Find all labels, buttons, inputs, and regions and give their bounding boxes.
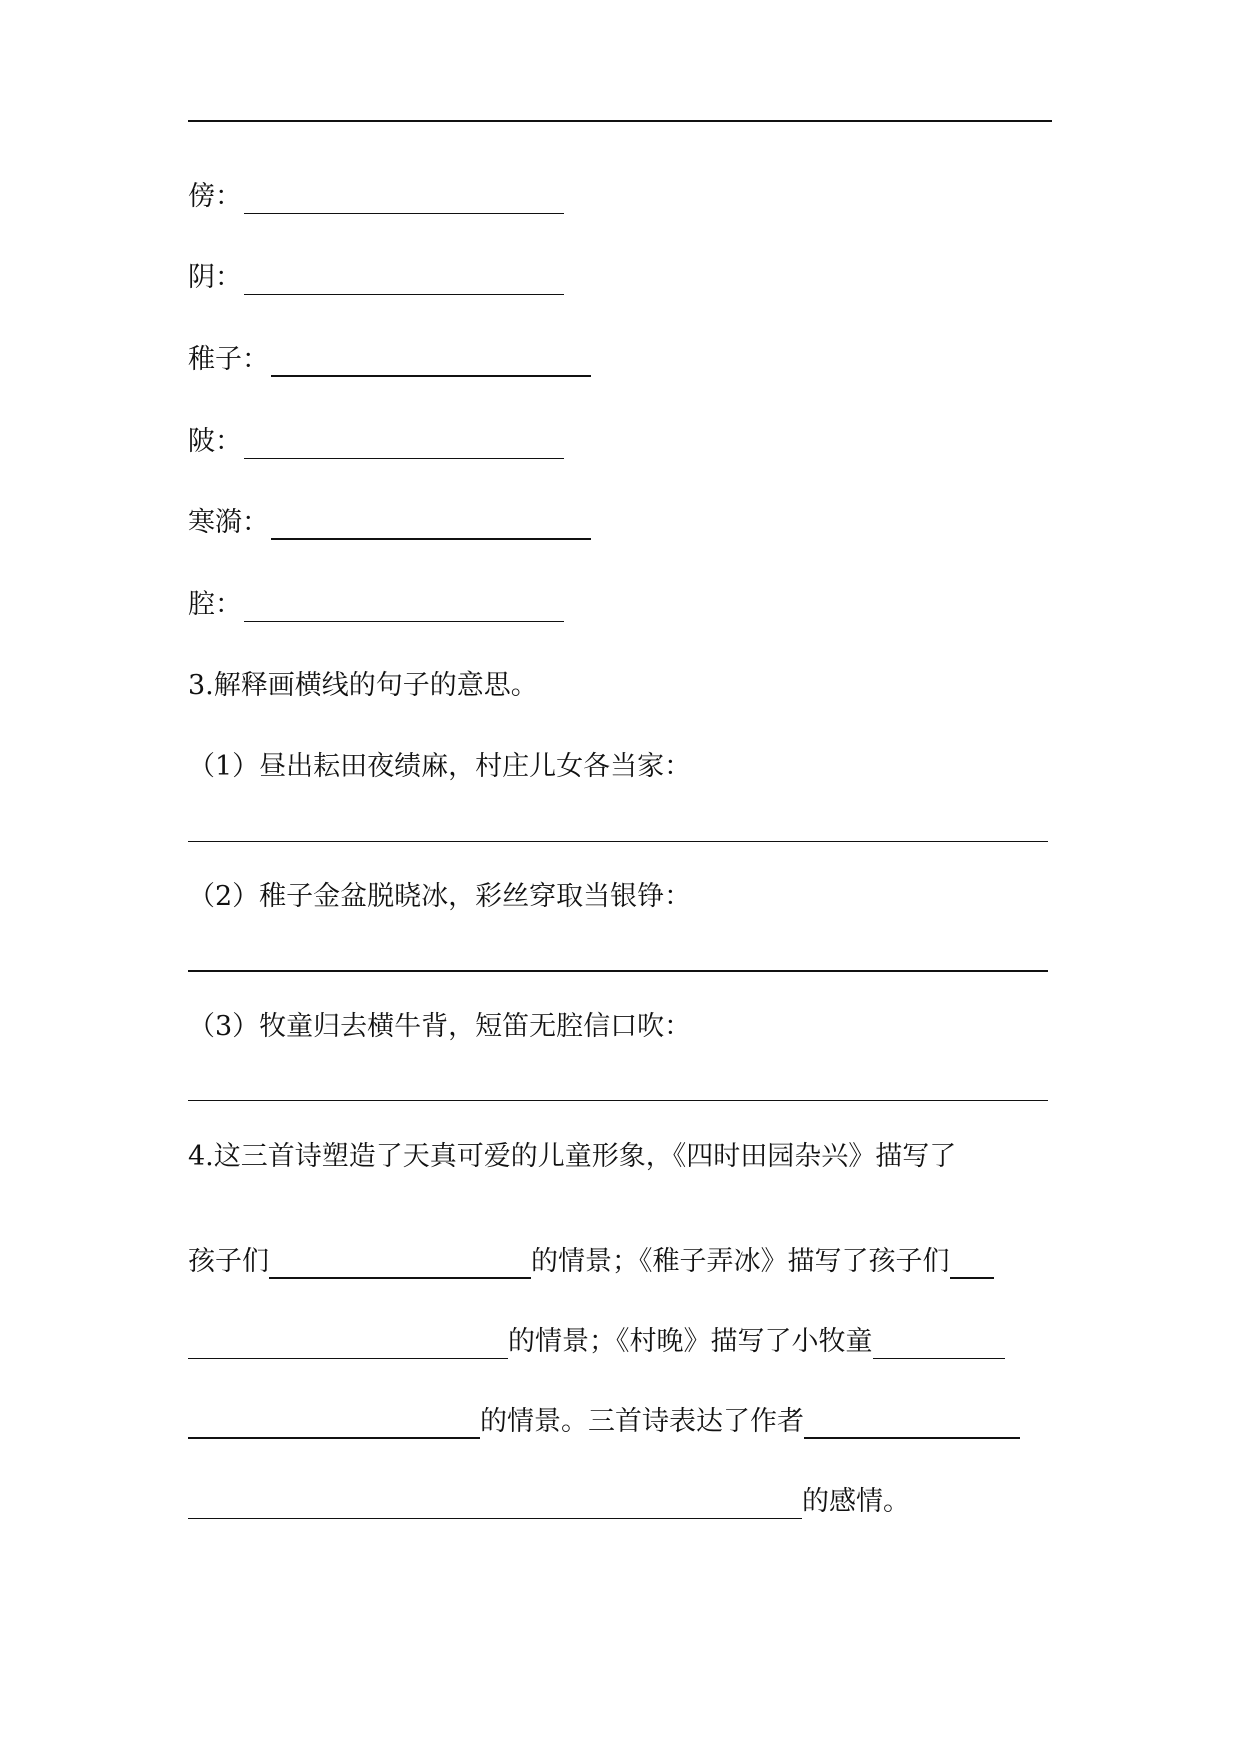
question-3-item-1: （1）昼出耘田夜绩麻，村庄儿女各当家： [188, 751, 692, 782]
vocab-row-qiang [188, 588, 564, 622]
vocab-answer-blank[interactable] [244, 595, 564, 622]
vocab-term: 稚子 [188, 344, 242, 375]
vocab-row-bang [188, 180, 564, 214]
question-3-title: 3.解释画横线的句子的意思。 [188, 670, 538, 701]
vocab-term: 寒漪 [188, 507, 242, 538]
question-4-line-4 [188, 1405, 1020, 1439]
question-4-text: 的情景；《村晚》描写了小牧童 [508, 1326, 873, 1357]
vocab-sep: ： [242, 344, 269, 375]
vocab-answer-blank[interactable] [244, 432, 564, 459]
question-3-item-3: （3）牧童归去横牛背，短笛无腔信口吹： [188, 1011, 692, 1042]
question-3-item-3-answer-line[interactable] [188, 1100, 1048, 1101]
question-4-blank-1[interactable] [269, 1251, 531, 1279]
vocab-sep: ： [215, 426, 242, 457]
question-4-blank-4b[interactable] [188, 1492, 802, 1519]
question-4-line-5 [188, 1485, 910, 1519]
vocab-sep: ： [215, 589, 242, 620]
question-3-item-1-answer-line[interactable] [188, 841, 1048, 842]
vocab-row-yin [188, 261, 564, 295]
vocab-sep: ： [242, 507, 269, 538]
question-4-blank-4a[interactable] [804, 1411, 1020, 1439]
question-4-blank-3b[interactable] [188, 1411, 480, 1439]
question-4-blank-3a[interactable] [873, 1332, 1005, 1359]
top-answer-line[interactable] [188, 120, 1052, 122]
vocab-term: 腔 [188, 589, 215, 620]
question-3-item-2-answer-line[interactable] [188, 970, 1048, 972]
question-4-line-1: 4.这三首诗塑造了天真可爱的儿童形象，《四时田园杂兴》描写了 [188, 1141, 957, 1172]
question-4-text: 的情景。三首诗表达了作者 [480, 1406, 804, 1437]
question-4-line-3 [188, 1325, 1005, 1359]
vocab-term: 阴 [188, 262, 215, 293]
vocab-row-zhizi [188, 343, 591, 377]
vocab-answer-blank[interactable] [271, 349, 591, 377]
vocab-answer-blank[interactable] [271, 512, 591, 540]
question-3-item-2: （2）稚子金盆脱晓冰，彩丝穿取当银铮： [188, 881, 692, 912]
vocab-row-bei [188, 425, 564, 459]
vocab-row-hanyi [188, 506, 591, 540]
vocab-sep: ： [215, 262, 242, 293]
vocab-answer-blank[interactable] [244, 187, 564, 214]
question-4-text: 的感情。 [802, 1486, 910, 1517]
question-4-text: 孩子们 [188, 1246, 269, 1277]
question-4-line-2 [188, 1245, 994, 1279]
vocab-term: 傍 [188, 181, 215, 212]
question-4-blank-2a[interactable] [950, 1251, 994, 1279]
vocab-term: 陂 [188, 426, 215, 457]
question-4-text: 的情景；《稚子弄冰》描写了孩子们 [531, 1246, 950, 1277]
question-4-blank-2b[interactable] [188, 1332, 508, 1359]
vocab-sep: ： [215, 181, 242, 212]
vocab-answer-blank[interactable] [244, 268, 564, 295]
